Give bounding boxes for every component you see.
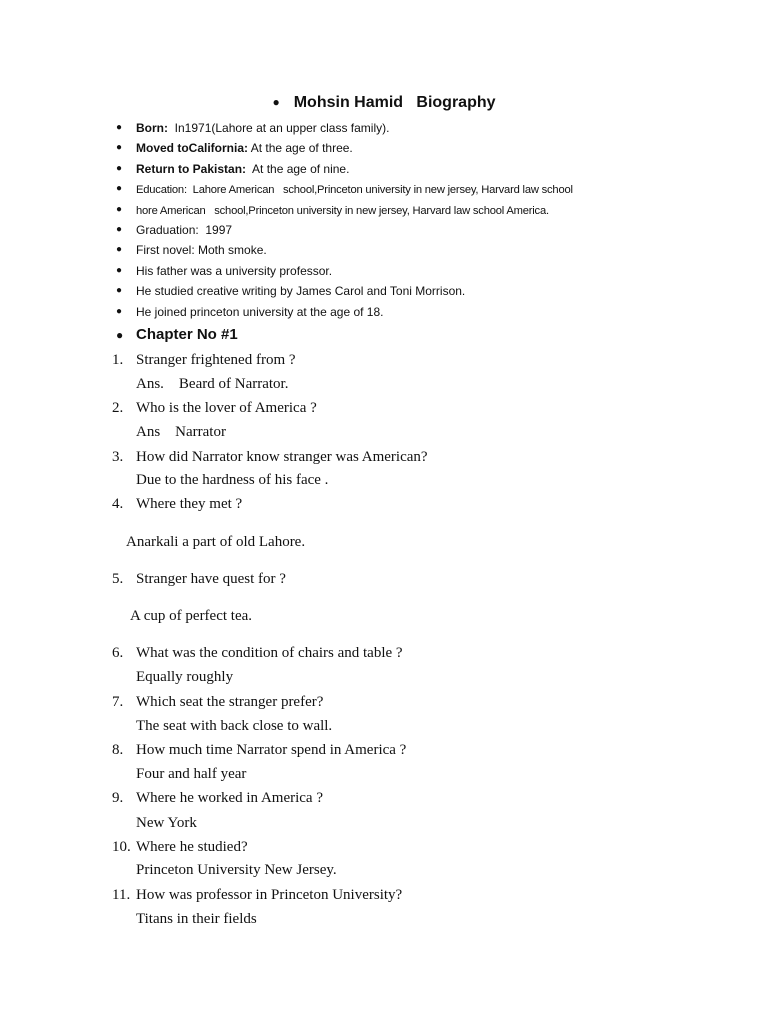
bullet-icon: ● <box>116 142 123 154</box>
bullet-icon: ● <box>116 244 123 256</box>
bullet-icon: ● <box>116 183 123 195</box>
bullet-icon: ● <box>116 285 123 297</box>
bio-label: Moved toCalifornia: <box>136 141 249 156</box>
bio-item <box>116 200 573 220</box>
answer-text: Ans Narrator <box>136 424 226 440</box>
bio-item <box>116 138 573 158</box>
question-number: 6. <box>112 645 124 661</box>
bullet-icon: ● <box>116 122 123 133</box>
bio-item <box>116 179 573 199</box>
title-bullet: ● <box>272 95 280 109</box>
question-number: 3. <box>112 449 124 465</box>
bio-text: Graduation: 1997 <box>136 222 233 237</box>
question-text: How was professor in Princeton University? <box>136 887 403 903</box>
bio-item <box>116 261 573 281</box>
bio-item <box>116 159 573 179</box>
answer-text: Equally roughly <box>136 669 234 685</box>
question-number: 5. <box>112 571 124 587</box>
question-number: 9. <box>112 790 124 806</box>
bio-label: Return to Pakistan: <box>136 161 247 176</box>
answer-text: New York <box>136 815 197 831</box>
question-text: Who is the lover of America ? <box>136 400 317 416</box>
answer-text: Anarkali a part of old Lahore. <box>126 534 306 550</box>
question-number: 7. <box>112 694 124 710</box>
chapter-bullet: ● <box>116 328 124 342</box>
question-number: 1. <box>112 352 124 368</box>
answer-text: Princeton University New Jersey. <box>136 862 337 878</box>
question-text: Where they met ? <box>136 496 243 512</box>
answer-text: Four and half year <box>136 766 247 782</box>
bio-item <box>116 118 573 138</box>
question-number: 2. <box>112 400 124 416</box>
bio-text: First novel: Moth smoke. <box>136 243 267 258</box>
bio-label: Born: <box>136 121 168 135</box>
question-text: How did Narrator know stranger was American? <box>136 449 428 465</box>
biography-list <box>116 118 573 322</box>
bio-text: He studied creative writing by James Carol and Toni Morrison. <box>136 284 466 299</box>
title-text: Mohsin Hamid Biography <box>293 94 496 111</box>
question-text: Stranger have quest for ? <box>136 571 286 587</box>
bio-text: In1971(Lahore at an upper class family). <box>168 121 390 135</box>
bio-text: He joined princeton university at the age of 18. <box>136 304 384 319</box>
question-number: 11. <box>112 887 131 903</box>
answer-text: Due to the hardness of his face . <box>136 472 329 488</box>
question-text: Where he studied? <box>136 839 248 855</box>
question-number: 10. <box>112 839 131 855</box>
answer-text: The seat with back close to wall. <box>136 718 333 734</box>
question-text: Where he worked in America ? <box>136 790 323 806</box>
bullet-icon: ● <box>116 203 123 215</box>
answer-text: A cup of perfect tea. <box>130 608 253 624</box>
bio-text: Education: Lahore American school,Princeton university in new jersey, Harvard law school <box>136 184 573 197</box>
chapter-title: Chapter No #1 <box>136 326 238 343</box>
bio-item <box>116 281 573 301</box>
bio-item <box>116 220 573 240</box>
bio-text: hore American school,Princeton university in new jersey, Harvard law school America. <box>136 204 549 217</box>
question-text: How much time Narrator spend in America ? <box>136 742 407 758</box>
question-text: What was the condition of chairs and table ? <box>136 645 403 661</box>
bio-text: His father was a university professor. <box>136 263 333 278</box>
bio-item <box>116 302 573 322</box>
bullet-icon: ● <box>116 223 123 235</box>
question-number: 4. <box>112 496 124 512</box>
bullet-icon: ● <box>116 162 123 174</box>
bio-text: At the age of nine. <box>246 161 350 176</box>
question-text: Stranger frightened from ? <box>136 352 296 368</box>
chapter-heading <box>116 326 238 343</box>
question-number: 8. <box>112 742 124 758</box>
question-text: Which seat the stranger prefer? <box>136 694 324 710</box>
bio-item <box>116 240 573 260</box>
answer-text: Ans. Beard of Narrator. <box>136 376 289 392</box>
bullet-icon: ● <box>116 264 123 276</box>
page-title <box>0 94 768 112</box>
bullet-icon: ● <box>116 305 123 317</box>
bio-text: At the age of three. <box>248 141 353 156</box>
answer-text: Titans in their fields <box>136 911 257 927</box>
